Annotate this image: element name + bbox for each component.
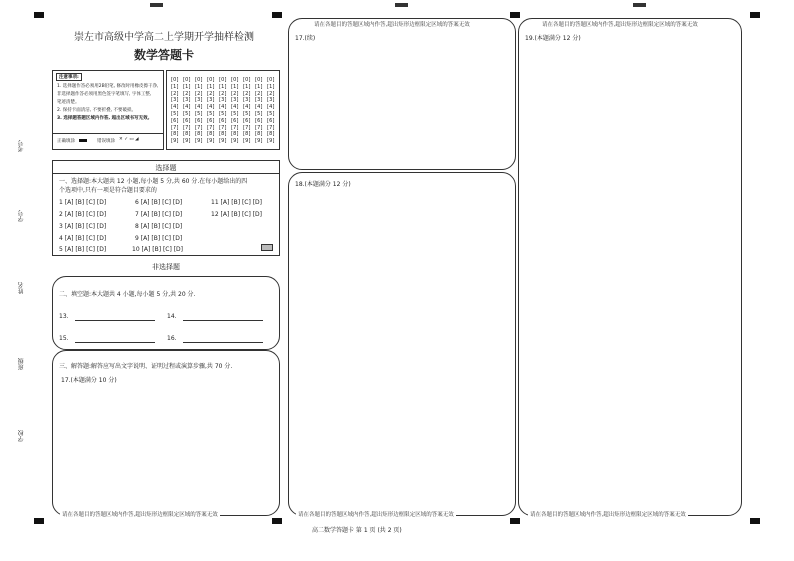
id-bubble[interactable]: [4]	[195, 104, 203, 111]
side-label-class: 班级	[18, 358, 25, 370]
id-bubble[interactable]: [6]	[195, 117, 203, 124]
id-bubble[interactable]: [2]	[219, 90, 227, 97]
id-bubble[interactable]: [7]	[255, 124, 263, 131]
id-bubble[interactable]: [6]	[183, 117, 191, 124]
registration-mark	[510, 518, 520, 524]
side-label-school: 学校	[18, 430, 25, 442]
id-bubble[interactable]: [1]	[183, 83, 191, 90]
q17-continued-label: 17.(续)	[295, 35, 316, 42]
id-bubble[interactable]: [8]	[171, 131, 179, 138]
q19-label: 19.(本题满分 12 分)	[525, 35, 581, 42]
q17-label: 17.(本题满分 10 分)	[61, 377, 117, 384]
id-bubble[interactable]: [2]	[171, 90, 179, 97]
notice-line: 1. 选择题作答必须用2B铅笔, 修改时用橡皮擦干净,	[57, 84, 159, 89]
id-grid	[171, 77, 279, 145]
notice-line: 3. 选择题答题区域内作答, 超出区域书写无效。	[57, 116, 153, 121]
fill-item-14: 14.	[167, 313, 177, 320]
id-bubble[interactable]: [2]	[195, 90, 203, 97]
id-bubble[interactable]: [1]	[255, 83, 263, 90]
choice-row-10[interactable]: 10 [A] [B] [C] [D]	[132, 246, 184, 253]
id-bubble[interactable]: [3]	[183, 97, 191, 104]
bottom-warning: 请在各题目的答题区域内作答,超出矩形边框限定区域的答案无效	[530, 512, 686, 518]
id-bubble[interactable]: [9]	[231, 138, 239, 145]
id-bubble[interactable]: [9]	[171, 138, 179, 145]
choice-section-title: 选择题	[155, 164, 177, 172]
top-warning: 请在各题目的答题区域内作答,超出矩形边框限定区域的答案无效	[314, 22, 470, 28]
id-bubble[interactable]: [2]	[207, 90, 215, 97]
registration-mark	[34, 518, 44, 524]
id-bubble[interactable]: [0]	[267, 77, 275, 83]
choice-row-5[interactable]: 5 [A] [B] [C] [D]	[59, 246, 107, 253]
id-bubble[interactable]: [1]	[243, 83, 251, 90]
choice-row-9[interactable]: 9 [A] [B] [C] [D]	[135, 235, 183, 242]
id-bubble[interactable]: [5]	[171, 110, 179, 117]
fill-sample-icon	[79, 139, 87, 142]
timing-mark	[395, 3, 408, 7]
id-bubble[interactable]: [0]	[255, 77, 263, 83]
nonchoice-section-title: 非选择题	[152, 263, 180, 271]
id-bubble[interactable]: [9]	[219, 138, 227, 145]
registration-mark	[750, 518, 760, 524]
id-bubble[interactable]: [7]	[183, 124, 191, 131]
scan-mark	[261, 244, 273, 251]
id-bubble[interactable]: [5]	[219, 110, 227, 117]
wrong-sample-icon: ✕ ✓ ▭ ◢	[119, 137, 139, 142]
id-bubble[interactable]: [0]	[243, 77, 251, 83]
id-bubble[interactable]: [9]	[255, 138, 263, 145]
choice-row-4[interactable]: 4 [A] [B] [C] [D]	[59, 235, 107, 242]
top-warning: 请在各题目的答题区域内作答,超出矩形边框限定区域的答案无效	[542, 22, 698, 28]
id-bubble[interactable]: [6]	[267, 117, 275, 124]
id-bubble[interactable]: [8]	[231, 131, 239, 138]
timing-mark	[150, 3, 163, 7]
choice-row-7[interactable]: 7 [A] [B] [C] [D]	[135, 211, 183, 218]
id-bubble[interactable]: [6]	[219, 117, 227, 124]
id-bubble[interactable]: [3]	[207, 97, 215, 104]
id-bubble[interactable]: [1]	[207, 83, 215, 90]
id-bubble[interactable]: [8]	[183, 131, 191, 138]
id-bubble[interactable]: [7]	[267, 124, 275, 131]
id-grid-box	[166, 70, 280, 150]
id-bubble[interactable]: [0]	[207, 77, 215, 83]
registration-mark	[510, 12, 520, 18]
solve-instruction: 三、解答题:解答应写出文字说明、证明过程或演算步骤,共 70 分.	[59, 363, 233, 370]
id-bubble[interactable]: [2]	[183, 90, 191, 97]
choice-instruction: 个选项中,只有一项是符合题目要求的	[59, 187, 157, 194]
id-bubble[interactable]: [1]	[231, 83, 239, 90]
id-bubble[interactable]: [4]	[171, 104, 179, 111]
side-label-name: 姓名	[18, 282, 25, 294]
id-bubble[interactable]: [7]	[207, 124, 215, 131]
id-bubble[interactable]: [7]	[231, 124, 239, 131]
choice-section	[52, 160, 280, 256]
fill-in-section	[52, 276, 280, 350]
answer-line-13[interactable]	[75, 320, 155, 321]
choice-instruction: 一、选择题:本大题共 12 小题,每小题 5 分,共 60 分.在每小题给出的四	[59, 178, 248, 185]
notice-title: 注意事项:	[56, 73, 82, 81]
bottom-warning: 请在各题目的答题区域内作答,超出矩形边框限定区域的答案无效	[298, 512, 454, 518]
notice-line: 非选择题作答必须用黑色签字笔填写, 字体工整,	[57, 92, 152, 97]
page-footer: 高二数学答题卡 第 1 页 (共 2 页)	[312, 527, 402, 534]
id-bubble[interactable]: [1]	[267, 83, 275, 90]
id-bubble[interactable]: [2]	[267, 90, 275, 97]
id-bubble[interactable]: [9]	[183, 138, 191, 145]
id-bubble[interactable]: [3]	[195, 97, 203, 104]
id-bubble[interactable]: [6]	[231, 117, 239, 124]
id-bubble[interactable]: [3]	[231, 97, 239, 104]
answer-line-14[interactable]	[183, 320, 263, 321]
answer-line-16[interactable]	[183, 342, 263, 343]
fill-item-15: 15.	[59, 335, 69, 342]
id-bubble[interactable]: [6]	[243, 117, 251, 124]
id-bubble[interactable]: [7]	[195, 124, 203, 131]
id-bubble[interactable]: [8]	[267, 131, 275, 138]
id-bubble[interactable]: [1]	[219, 83, 227, 90]
id-bubble[interactable]: [5]	[255, 110, 263, 117]
notice-box	[52, 70, 164, 150]
id-bubble[interactable]: [8]	[207, 131, 215, 138]
side-label-student-number: 学号	[18, 210, 25, 222]
solve-section[interactable]	[52, 350, 280, 516]
id-bubble[interactable]: [7]	[171, 124, 179, 131]
id-bubble[interactable]: [8]	[195, 131, 203, 138]
registration-mark	[34, 12, 44, 18]
choice-row-12[interactable]: 12 [A] [B] [C] [D]	[211, 211, 263, 218]
id-bubble[interactable]: [9]	[195, 138, 203, 145]
divider	[53, 173, 279, 174]
card-title: 数学答题卡	[133, 48, 194, 62]
id-bubble[interactable]: [0]	[195, 77, 203, 83]
id-bubble[interactable]: [3]	[171, 97, 179, 104]
notice-line: 2. 保持卡面清洁, 不要折叠, 不要破损。	[57, 108, 136, 113]
id-bubble[interactable]: [5]	[267, 110, 275, 117]
id-bubble[interactable]: [3]	[255, 97, 263, 104]
id-bubble[interactable]: [4]	[207, 104, 215, 111]
bottom-warning: 请在各题目的答题区域内作答,超出矩形边框限定区域的答案无效	[62, 512, 218, 518]
id-bubble[interactable]: [6]	[207, 117, 215, 124]
id-bubble[interactable]: [9]	[243, 138, 251, 145]
choice-row-6[interactable]: 6 [A] [B] [C] [D]	[135, 199, 183, 206]
fill-wrong-label: 错误填涂	[97, 139, 115, 144]
choice-row-2[interactable]: 2 [A] [B] [C] [D]	[59, 211, 107, 218]
id-bubble[interactable]: [4]	[231, 104, 239, 111]
registration-mark	[272, 518, 282, 524]
id-bubble[interactable]: [4]	[255, 104, 263, 111]
registration-mark	[750, 12, 760, 18]
notice-text	[57, 83, 161, 123]
id-bubble[interactable]: [1]	[171, 83, 179, 90]
id-bubble[interactable]: [6]	[171, 117, 179, 124]
id-bubble[interactable]: [0]	[219, 77, 227, 83]
id-bubble[interactable]: [5]	[183, 110, 191, 117]
q18-label: 18.(本题满分 12 分)	[295, 181, 351, 188]
id-bubble[interactable]: [8]	[243, 131, 251, 138]
id-bubble[interactable]: [5]	[195, 110, 203, 117]
id-bubble[interactable]: [7]	[219, 124, 227, 131]
id-bubble[interactable]: [8]	[219, 131, 227, 138]
id-bubble[interactable]: [3]	[267, 97, 275, 104]
id-bubble[interactable]: [0]	[183, 77, 191, 83]
school-title: 崇左市高级中学高二上学期开学抽样检测	[74, 32, 254, 43]
fill-in-instruction: 二、填空题:本大题共 4 小题,每小题 5 分,共 20 分.	[59, 291, 196, 298]
id-bubble[interactable]: [2]	[231, 90, 239, 97]
fill-item-16: 16.	[167, 335, 177, 342]
id-bubble[interactable]: [4]	[219, 104, 227, 111]
id-bubble[interactable]: [1]	[195, 83, 203, 90]
id-bubble[interactable]: [4]	[183, 104, 191, 111]
choice-row-1[interactable]: 1 [A] [B] [C] [D]	[59, 199, 107, 206]
id-bubble[interactable]: [9]	[267, 138, 275, 145]
choice-row-8[interactable]: 8 [A] [B] [C] [D]	[135, 223, 183, 230]
registration-mark	[272, 12, 282, 18]
timing-mark	[633, 3, 646, 7]
id-bubble[interactable]: [5]	[231, 110, 239, 117]
fill-item-13: 13.	[59, 313, 69, 320]
answer-line-15[interactable]	[75, 342, 155, 343]
id-bubble[interactable]: [5]	[207, 110, 215, 117]
id-bubble[interactable]: [2]	[255, 90, 263, 97]
notice-line: 笔迹清楚。	[57, 100, 80, 105]
id-bubble[interactable]: [2]	[243, 90, 251, 97]
id-bubble[interactable]: [8]	[255, 131, 263, 138]
id-bubble[interactable]: [5]	[243, 110, 251, 117]
q18-panel[interactable]	[288, 172, 516, 516]
id-bubble[interactable]: [7]	[243, 124, 251, 131]
q19-panel[interactable]	[518, 18, 742, 516]
q17-continued-panel[interactable]	[288, 18, 516, 170]
id-bubble[interactable]: [6]	[255, 117, 263, 124]
divider	[53, 133, 163, 134]
side-label-exam-number: 考号	[18, 140, 25, 152]
id-bubble[interactable]: [0]	[231, 77, 239, 83]
id-bubble[interactable]: [0]	[171, 77, 179, 83]
choice-row-3[interactable]: 3 [A] [B] [C] [D]	[59, 223, 107, 230]
fill-correct-label: 正确填涂	[57, 139, 75, 144]
id-bubble[interactable]: [4]	[267, 104, 275, 111]
id-bubble[interactable]: [3]	[219, 97, 227, 104]
id-bubble[interactable]: [3]	[243, 97, 251, 104]
id-bubble[interactable]: [9]	[207, 138, 215, 145]
id-bubble[interactable]: [4]	[243, 104, 251, 111]
choice-row-11[interactable]: 11 [A] [B] [C] [D]	[211, 199, 263, 206]
